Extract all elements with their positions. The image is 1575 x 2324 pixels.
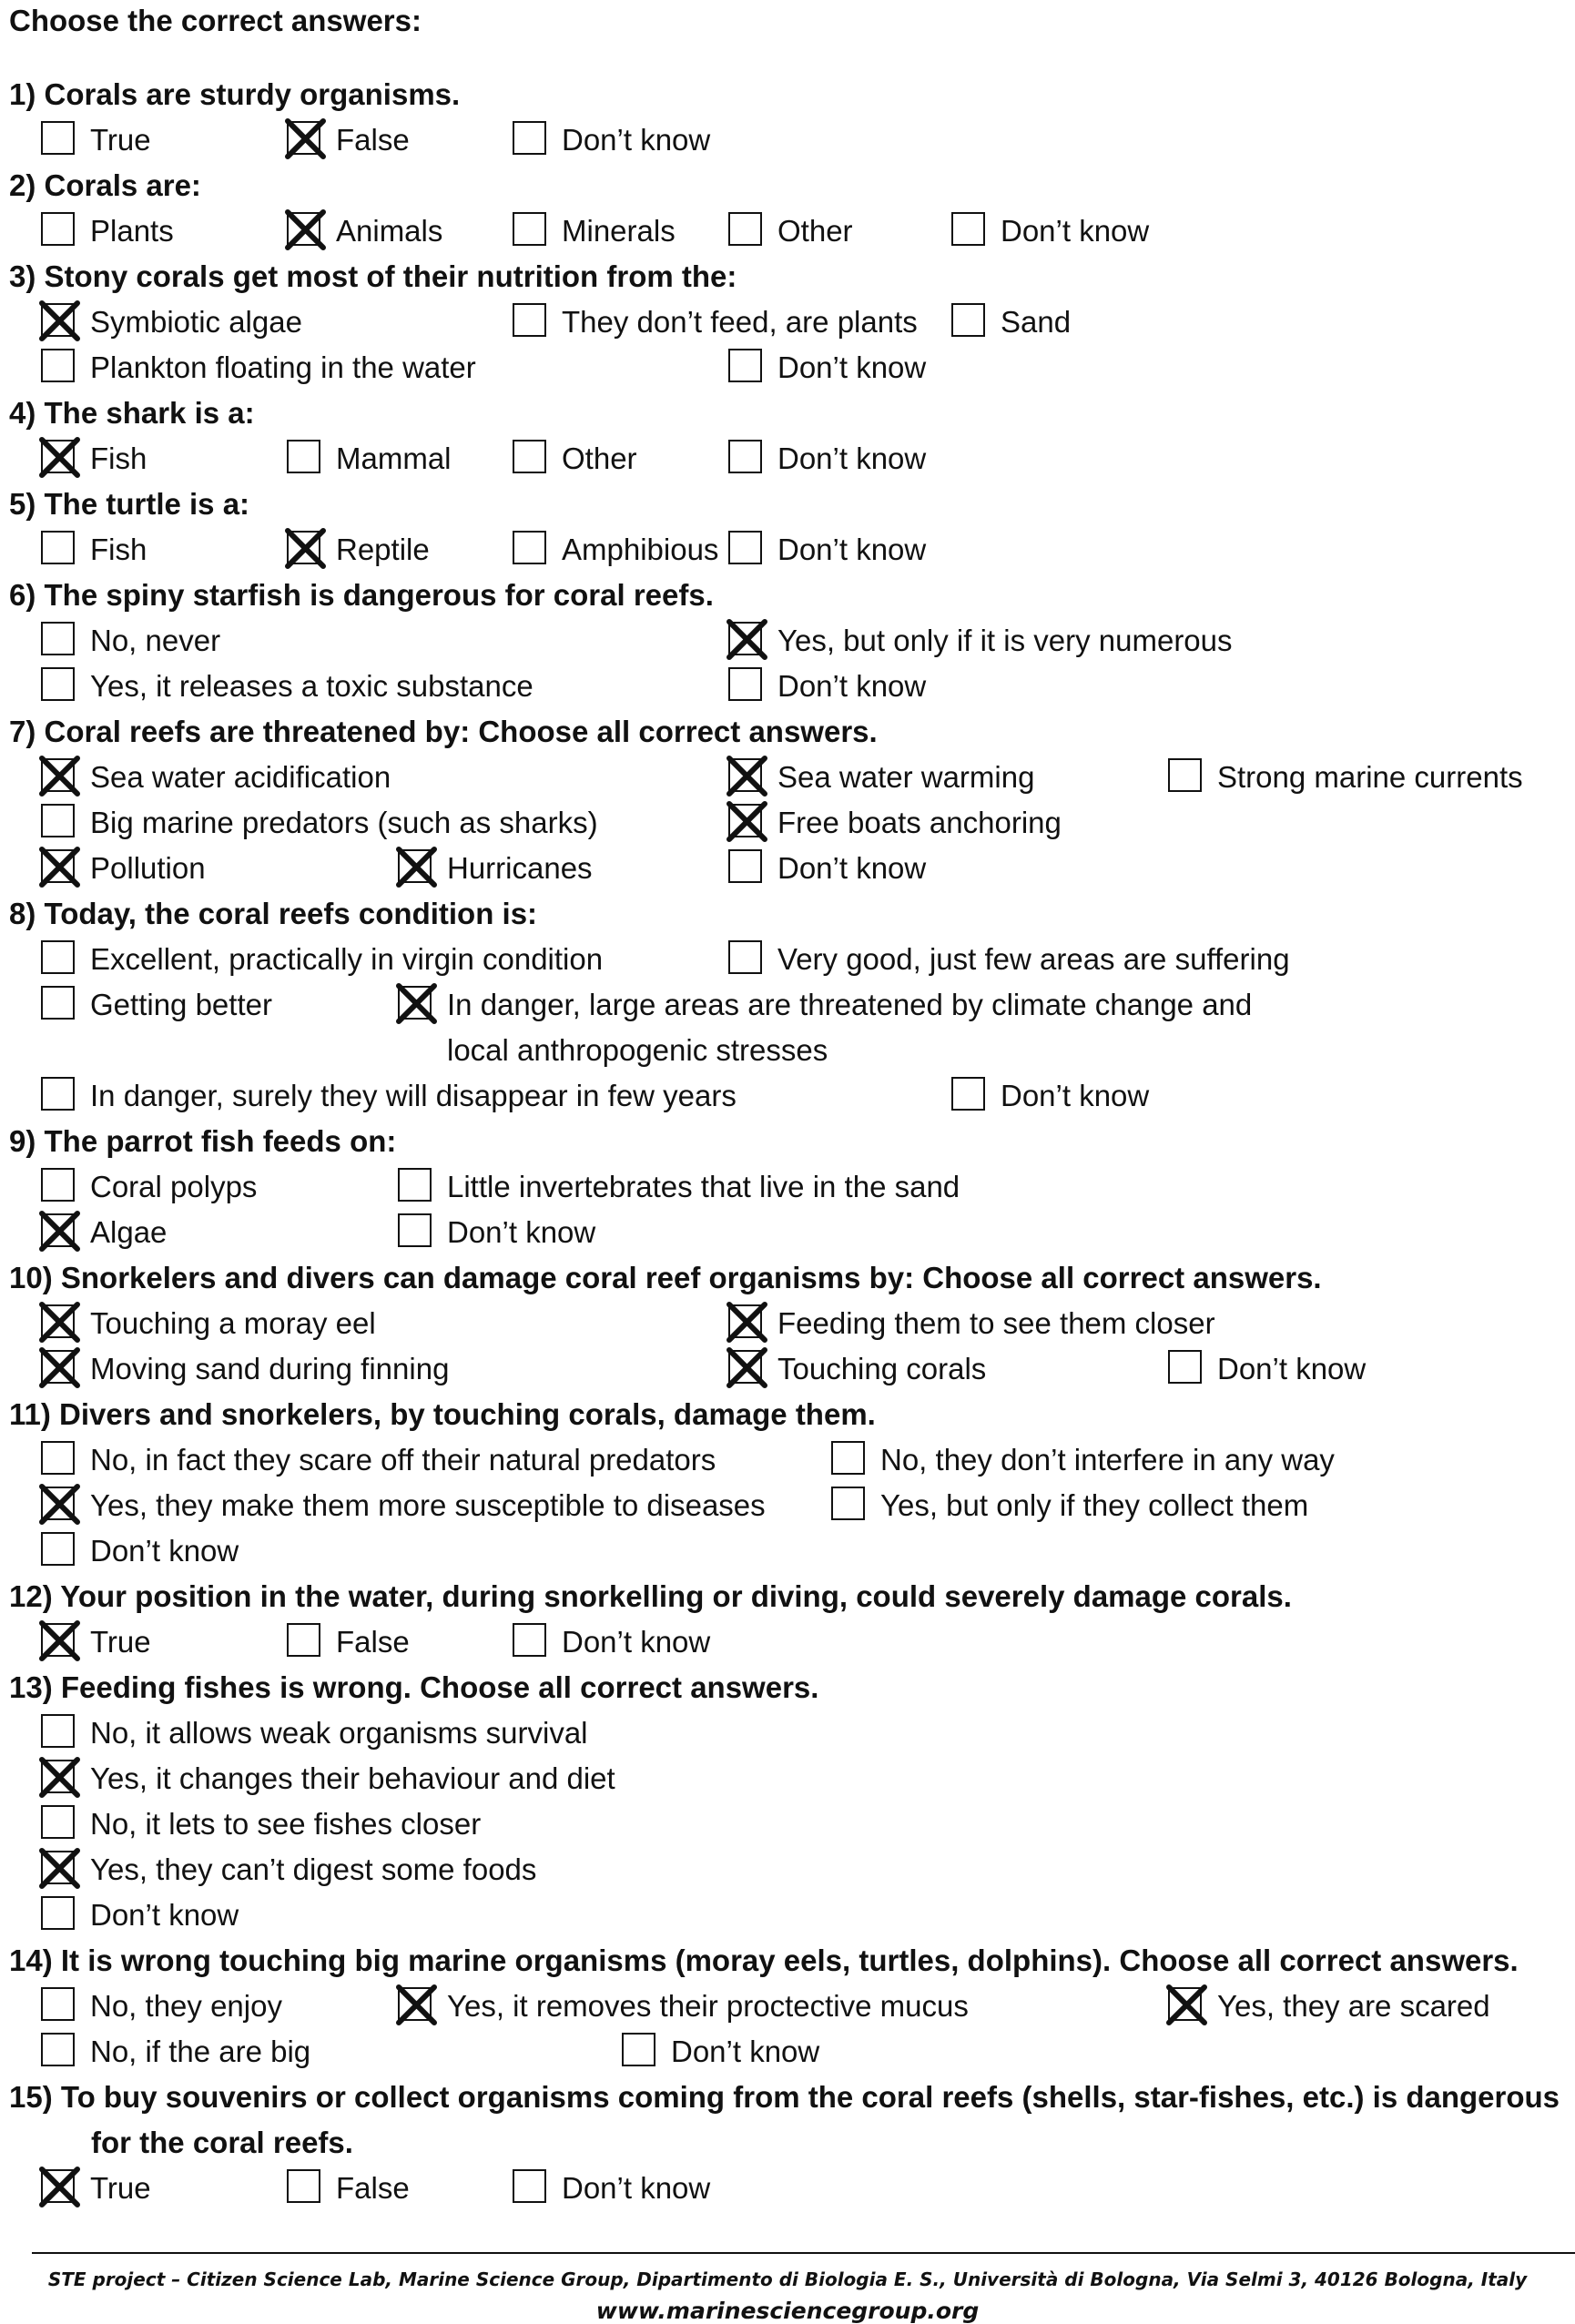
checked-checkbox[interactable] xyxy=(287,531,320,564)
checked-checkbox[interactable] xyxy=(398,1987,432,2021)
checked-checkbox[interactable] xyxy=(41,1623,75,1657)
empty-checkbox[interactable] xyxy=(41,940,75,974)
x-mark-icon xyxy=(727,1302,767,1343)
option-label: Yes, they are scared xyxy=(1217,1989,1490,2023)
option-label: Don’t know xyxy=(562,1625,711,1659)
option-label: Yes, it changes their behaviour and diet xyxy=(90,1761,615,1795)
x-mark-icon xyxy=(285,209,326,250)
empty-checkbox[interactable] xyxy=(622,2033,655,2066)
empty-checkbox[interactable] xyxy=(728,349,762,382)
question-6-text: 6) The spiny starfish is dangerous for coral reefs. xyxy=(9,578,714,612)
option-label: In danger, large areas are threatened by climate change and xyxy=(447,988,1253,1021)
option-label: Coral polyps xyxy=(90,1170,258,1203)
question-5-text: 5) The turtle is a: xyxy=(9,487,250,521)
option-label: Don’t know xyxy=(562,123,711,157)
footer-website: www.marinesciencegroup.org xyxy=(595,2298,980,2324)
question-9-text: 9) The parrot fish feeds on: xyxy=(9,1124,397,1158)
option-label: Algae xyxy=(90,1215,168,1249)
option-label: Minerals xyxy=(562,214,676,248)
checked-checkbox[interactable] xyxy=(41,2169,75,2203)
option-label: Pollution xyxy=(90,851,206,885)
page-heading: Choose the correct answers: xyxy=(9,4,422,37)
x-mark-icon xyxy=(396,1984,437,2025)
option-label: True xyxy=(90,2171,151,2205)
empty-checkbox[interactable] xyxy=(41,804,75,837)
option-label: Yes, they make them more susceptible to diseases xyxy=(90,1488,766,1522)
option-label: True xyxy=(90,1625,151,1659)
option-label: Yes, it releases a toxic substance xyxy=(90,669,533,703)
option-label: Animals xyxy=(336,214,443,248)
option-label: Touching corals xyxy=(777,1352,987,1385)
option-label: Other xyxy=(562,441,637,475)
option-label: Don’t know xyxy=(777,851,927,885)
option-label: Excellent, practically in virgin condition xyxy=(90,942,604,976)
x-mark-icon xyxy=(39,756,80,797)
checked-checkbox[interactable] xyxy=(1168,1987,1202,2021)
question-2-text: 2) Corals are: xyxy=(9,168,201,202)
x-mark-icon xyxy=(1166,1984,1207,2025)
empty-checkbox[interactable] xyxy=(398,1213,432,1247)
empty-checkbox[interactable] xyxy=(513,531,546,564)
option-label: Yes, but only if they collect them xyxy=(880,1488,1309,1522)
option-label: Hurricanes xyxy=(447,851,593,885)
option-label: No, they enjoy xyxy=(90,1989,282,2023)
empty-checkbox[interactable] xyxy=(287,440,320,473)
option-label: In danger, surely they will disappear in few years xyxy=(90,1079,737,1112)
empty-checkbox[interactable] xyxy=(1168,1350,1202,1384)
x-mark-icon xyxy=(39,1484,80,1525)
empty-checkbox[interactable] xyxy=(41,622,75,655)
checked-checkbox[interactable] xyxy=(728,622,762,655)
question-3-text: 3) Stony corals get most of their nutrition from the: xyxy=(9,259,737,293)
checked-checkbox[interactable] xyxy=(41,1213,75,1247)
empty-checkbox[interactable] xyxy=(513,440,546,473)
option-label: Fish xyxy=(90,441,147,475)
x-mark-icon xyxy=(39,1848,80,1889)
empty-checkbox[interactable] xyxy=(831,1487,865,1520)
empty-checkbox[interactable] xyxy=(513,1623,546,1657)
option-label: Don’t know xyxy=(671,2035,820,2068)
empty-checkbox[interactable] xyxy=(41,1168,75,1202)
x-mark-icon xyxy=(727,801,767,842)
question-10-text: 10) Snorkelers and divers can damage coral reef organisms by: Choose all correct answers. xyxy=(9,1261,1322,1294)
x-mark-icon xyxy=(39,2167,80,2207)
empty-checkbox[interactable] xyxy=(728,440,762,473)
option-label: Symbiotic algae xyxy=(90,305,302,339)
option-label: Plants xyxy=(90,214,174,248)
option-label: Don’t know xyxy=(1217,1352,1367,1385)
empty-checkbox[interactable] xyxy=(287,2169,320,2203)
question-12-text: 12) Your position in the water, during snorkelling or diving, could severely damage corals. xyxy=(9,1579,1292,1613)
checked-checkbox[interactable] xyxy=(41,849,75,883)
empty-checkbox[interactable] xyxy=(41,1987,75,2021)
question-13-text: 13) Feeding fishes is wrong. Choose all correct answers. xyxy=(9,1670,819,1704)
x-mark-icon xyxy=(727,1347,767,1388)
checked-checkbox[interactable] xyxy=(41,1760,75,1793)
question-4-text: 4) The shark is a: xyxy=(9,396,255,430)
option-label: Don’t know xyxy=(90,1898,239,1932)
option-label: Amphibious xyxy=(562,533,719,566)
checked-checkbox[interactable] xyxy=(41,758,75,792)
option-label: No, it allows weak organisms survival xyxy=(90,1716,588,1750)
x-mark-icon xyxy=(396,847,437,888)
question-15-text-continued: for the coral reefs. xyxy=(91,2126,353,2159)
x-mark-icon xyxy=(39,1620,80,1661)
option-label: Don’t know xyxy=(777,669,927,703)
checked-checkbox[interactable] xyxy=(41,1487,75,1520)
option-label: Strong marine currents xyxy=(1217,760,1523,794)
option-label: Yes, it removes their proctective mucus xyxy=(447,1989,969,2023)
empty-checkbox[interactable] xyxy=(728,667,762,701)
option-label: Don’t know xyxy=(1001,1079,1150,1112)
checked-checkbox[interactable] xyxy=(728,804,762,837)
option-label: Don’t know xyxy=(90,1534,239,1568)
option-label: Touching a moray eel xyxy=(90,1306,376,1340)
empty-checkbox[interactable] xyxy=(41,986,75,1020)
empty-checkbox[interactable] xyxy=(728,940,762,974)
empty-checkbox[interactable] xyxy=(41,531,75,564)
x-mark-icon xyxy=(727,756,767,797)
empty-checkbox[interactable] xyxy=(41,1077,75,1111)
option-label: Sand xyxy=(1001,305,1072,339)
empty-checkbox[interactable] xyxy=(951,212,985,246)
option-label: No, if the are big xyxy=(90,2035,311,2068)
option-label: Mammal xyxy=(336,441,452,475)
option-label: Yes, they can’t digest some foods xyxy=(90,1852,537,1886)
option-label: Don’t know xyxy=(1001,214,1150,248)
checked-checkbox[interactable] xyxy=(728,758,762,792)
checked-checkbox[interactable] xyxy=(41,440,75,473)
option-label: Fish xyxy=(90,533,147,566)
checked-checkbox[interactable] xyxy=(728,1304,762,1338)
empty-checkbox[interactable] xyxy=(831,1441,865,1475)
footer-divider xyxy=(32,2252,1575,2254)
option-label: Sea water warming xyxy=(777,760,1035,794)
option-label: They don’t feed, are plants xyxy=(562,305,918,339)
option-label: No, they don’t interfere in any way xyxy=(880,1443,1335,1477)
option-label: Big marine predators (such as sharks) xyxy=(90,806,598,839)
empty-checkbox[interactable] xyxy=(287,1623,320,1657)
empty-checkbox[interactable] xyxy=(513,2169,546,2203)
option-label: Getting better xyxy=(90,988,272,1021)
question-7-text: 7) Coral reefs are threatened by: Choose all correct answers. xyxy=(9,715,878,748)
empty-checkbox[interactable] xyxy=(41,1532,75,1566)
question-11-text: 11) Divers and snorkelers, by touching corals, damage them. xyxy=(9,1397,876,1431)
empty-checkbox[interactable] xyxy=(513,303,546,337)
option-label: Yes, but only if it is very numerous xyxy=(777,624,1233,657)
checked-checkbox[interactable] xyxy=(41,303,75,337)
empty-checkbox[interactable] xyxy=(41,1714,75,1748)
option-label: Very good, just few areas are suffering xyxy=(777,942,1290,976)
option-label: True xyxy=(90,123,151,157)
option-label: Don’t know xyxy=(777,350,927,384)
option-label: No, never xyxy=(90,624,221,657)
empty-checkbox[interactable] xyxy=(41,212,75,246)
empty-checkbox[interactable] xyxy=(951,303,985,337)
question-14-text: 14) It is wrong touching big marine organisms (moray eels, turtles, dolphins). Choose all correct answers. xyxy=(9,1943,1519,1977)
option-label: No, it lets to see fishes closer xyxy=(90,1807,482,1841)
option-label: No, in fact they scare off their natural predators xyxy=(90,1443,716,1477)
checked-checkbox[interactable] xyxy=(728,1350,762,1384)
x-mark-icon xyxy=(39,1347,80,1388)
option-label: Other xyxy=(777,214,853,248)
empty-checkbox[interactable] xyxy=(513,121,546,155)
footer-credit: STE project – Citizen Science Lab, Marine Science Group, Dipartimento di Biologia E. S., Università di Bologna, Via Selmi 3, 40126 Bologna, Italy xyxy=(47,2268,1528,2290)
empty-checkbox[interactable] xyxy=(41,667,75,701)
x-mark-icon xyxy=(39,1211,80,1252)
empty-checkbox[interactable] xyxy=(951,1077,985,1111)
empty-checkbox[interactable] xyxy=(728,531,762,564)
empty-checkbox[interactable] xyxy=(513,212,546,246)
option-label: Moving sand during finning xyxy=(90,1352,450,1385)
option-label-continued: local anthropogenic stresses xyxy=(447,1033,828,1067)
option-label: False xyxy=(336,2171,410,2205)
empty-checkbox[interactable] xyxy=(41,349,75,382)
checked-checkbox[interactable] xyxy=(41,1304,75,1338)
option-label: Reptile xyxy=(336,533,430,566)
question-1-text: 1) Corals are sturdy organisms. xyxy=(9,77,461,111)
empty-checkbox[interactable] xyxy=(1168,758,1202,792)
option-label: False xyxy=(336,1625,410,1659)
checked-checkbox[interactable] xyxy=(398,849,432,883)
question-15-text: 15) To buy souvenirs or collect organisms coming from the coral reefs (shells, star-fishes, etc.) is dangerous xyxy=(9,2080,1560,2114)
empty-checkbox[interactable] xyxy=(41,1805,75,1839)
x-mark-icon xyxy=(396,983,437,1024)
option-label: False xyxy=(336,123,410,157)
x-mark-icon xyxy=(39,847,80,888)
checked-checkbox[interactable] xyxy=(287,212,320,246)
empty-checkbox[interactable] xyxy=(41,1441,75,1475)
empty-checkbox[interactable] xyxy=(41,2033,75,2066)
option-label: Plankton floating in the water xyxy=(90,350,476,384)
x-mark-icon xyxy=(285,118,326,159)
checked-checkbox[interactable] xyxy=(287,121,320,155)
option-label: Don’t know xyxy=(777,441,927,475)
option-label: Feeding them to see them closer xyxy=(777,1306,1215,1340)
x-mark-icon xyxy=(39,1302,80,1343)
x-mark-icon xyxy=(727,619,767,660)
option-label: Don’t know xyxy=(777,533,927,566)
empty-checkbox[interactable] xyxy=(728,212,762,246)
x-mark-icon xyxy=(39,437,80,478)
checked-checkbox[interactable] xyxy=(398,986,432,1020)
x-mark-icon xyxy=(39,300,80,341)
empty-checkbox[interactable] xyxy=(398,1168,432,1202)
checked-checkbox[interactable] xyxy=(41,1851,75,1884)
question-8-text: 8) Today, the coral reefs condition is: xyxy=(9,897,538,930)
empty-checkbox[interactable] xyxy=(41,121,75,155)
checked-checkbox[interactable] xyxy=(41,1350,75,1384)
empty-checkbox[interactable] xyxy=(41,1896,75,1930)
option-label: Sea water acidification xyxy=(90,760,391,794)
x-mark-icon xyxy=(39,1757,80,1798)
option-label: Don’t know xyxy=(447,1215,596,1249)
option-label: Free boats anchoring xyxy=(777,806,1062,839)
option-label: Don’t know xyxy=(562,2171,711,2205)
x-mark-icon xyxy=(285,528,326,569)
option-label: Little invertebrates that live in the sand xyxy=(447,1170,960,1203)
empty-checkbox[interactable] xyxy=(728,849,762,883)
